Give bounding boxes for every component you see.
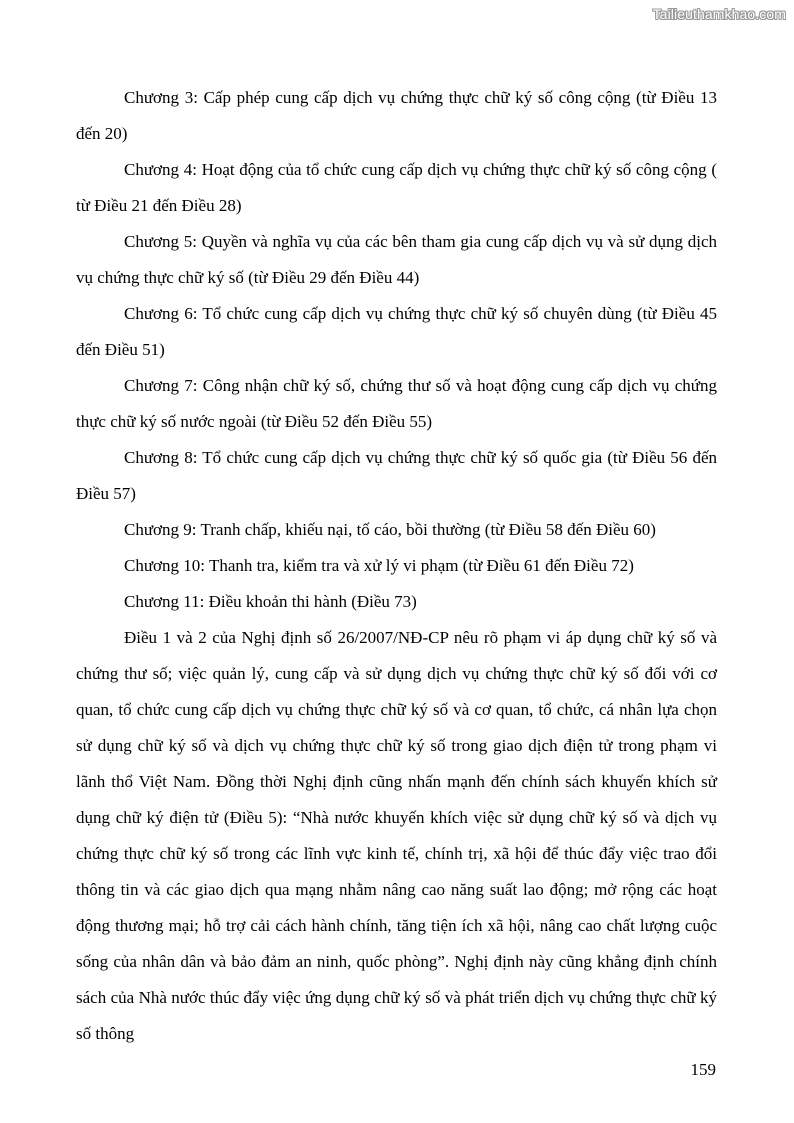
body-paragraph: Điều 1 và 2 của Nghị định số 26/2007/NĐ-CP nêu rõ phạm vi áp dụng chữ ký số và chứng thư số; việc quản lý, cung cấp và sử dụng dịch vụ chứng thực chữ ký số đối với cơ quan, tổ chức cung cấp dịch vụ chứng thực chữ ký số và cơ quan, tổ chức, cá nhân lựa chọn sử dụng chữ ký số và dịch vụ chứng thực chữ ký số trong giao dịch điện tử trong phạm vi lãnh thổ Việt Nam. Đồng thời Nghị định cũng nhấn mạnh đến chính sách khuyến khích sử dụng chữ ký điện tử (Điều 5): “Nhà nước khuyến khích việc sử dụng chữ ký số và dịch vụ chứng thực chữ ký số trong các lĩnh vực kinh tế, chính trị, xã hội để thúc đẩy việc trao đổi thông tin và các giao dịch qua mạng nhằm nâng cao năng suất lao động; mở rộng các hoạt động thương mại; hỗ trợ cải cách hành chính, tăng tiện ích xã hội, nâng cao chất lượng cuộc sống của nhân dân và bảo đảm an ninh, quốc phòng”. Nghị định này cũng khẳng định chính sách của Nhà nước thúc đẩy việc ứng dụng chữ ký số và phát triển dịch vụ chứng thực chữ ký số thông bbox=[76, 628, 717, 1043]
watermark-text: Tailieuthamkhao.com bbox=[652, 6, 786, 22]
chapter-11-line: Chương 11: Điều khoản thi hành (Điều 73) bbox=[124, 592, 417, 611]
document-body bbox=[76, 80, 717, 1052]
page-number: 159 bbox=[690, 1060, 716, 1079]
chapter-8-line: Chương 8: Tổ chức cung cấp dịch vụ chứng thực chữ ký số quốc gia (từ Điều 56 đến Điều 57) bbox=[76, 448, 717, 503]
chapter-5-line: Chương 5: Quyền và nghĩa vụ của các bên tham gia cung cấp dịch vụ và sử dụng dịch vụ chứng thực chữ ký số (từ Điều 29 đến Điều 44) bbox=[76, 232, 717, 287]
chapter-6-line: Chương 6: Tổ chức cung cấp dịch vụ chứng thực chữ ký số chuyên dùng (từ Điều 45 đến Điều 51) bbox=[76, 304, 717, 359]
chapter-9-line: Chương 9: Tranh chấp, khiếu nại, tố cáo, bồi thường (từ Điều 58 đến Điều 60) bbox=[124, 520, 656, 539]
chapter-3-line: Chương 3: Cấp phép cung cấp dịch vụ chứng thực chữ ký số công cộng (từ Điều 13 đến 20) bbox=[76, 88, 717, 143]
chapter-4-line: Chương 4: Hoạt động của tổ chức cung cấp dịch vụ chứng thực chữ ký số công cộng ( từ Điều 21 đến Điều 28) bbox=[76, 160, 717, 215]
chapter-10-line: Chương 10: Thanh tra, kiểm tra và xử lý vi phạm (từ Điều 61 đến Điều 72) bbox=[124, 556, 634, 575]
chapter-7-line: Chương 7: Công nhận chữ ký số, chứng thư số và hoạt động cung cấp dịch vụ chứng thực chữ ký số nước ngoài (từ Điều 52 đến Điều 55) bbox=[76, 376, 717, 431]
